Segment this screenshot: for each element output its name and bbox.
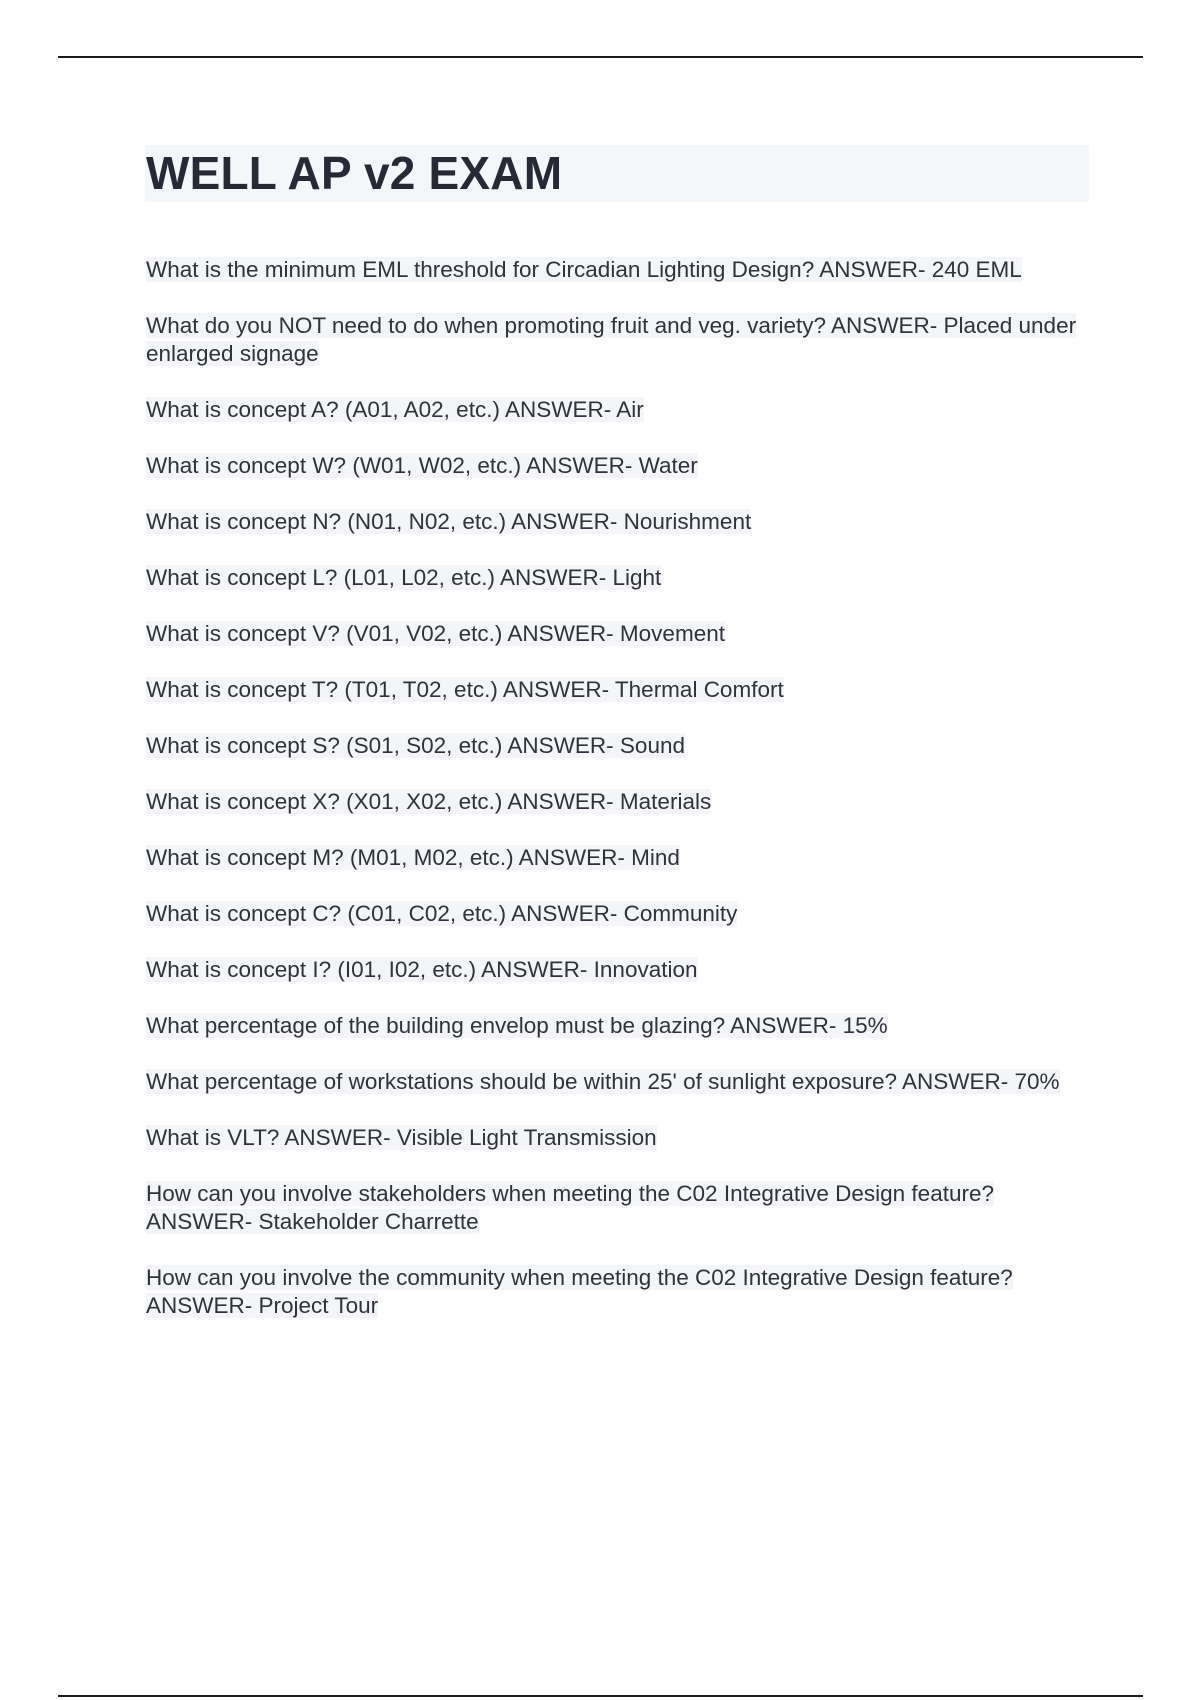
qa-text: What is concept V? (V01, V02, etc.) ANSWER- Movement <box>146 621 725 646</box>
qa-text: What is concept C? (C01, C02, etc.) ANSWER- Community <box>146 901 738 926</box>
qa-list <box>146 256 1086 1348</box>
qa-item <box>146 564 1086 592</box>
qa-item <box>146 1068 1086 1096</box>
qa-item <box>146 956 1086 984</box>
qa-text: What is concept A? (A01, A02, etc.) ANSWER- Air <box>146 397 644 422</box>
page-title: WELL AP v2 EXAM <box>146 147 563 199</box>
qa-item <box>146 900 1086 928</box>
qa-text: What is concept X? (X01, X02, etc.) ANSWER- Materials <box>146 789 712 814</box>
qa-text: How can you involve stakeholders when meeting the C02 Integrative Design feature? ANSWER- Stakeholder Charrette <box>146 1181 994 1234</box>
qa-item <box>146 620 1086 648</box>
qa-text: How can you involve the community when meeting the C02 Integrative Design feature? ANSWER- Project Tour <box>146 1265 1013 1318</box>
top-divider <box>58 56 1143 58</box>
qa-item <box>146 312 1086 368</box>
qa-item <box>146 508 1086 536</box>
qa-item <box>146 676 1086 704</box>
qa-item <box>146 396 1086 424</box>
qa-item <box>146 452 1086 480</box>
qa-item <box>146 1124 1086 1152</box>
qa-item <box>146 1180 1086 1236</box>
qa-item <box>146 788 1086 816</box>
qa-text: What percentage of workstations should be within 25' of sunlight exposure? ANSWER- 70% <box>146 1069 1060 1094</box>
qa-text: What is concept N? (N01, N02, etc.) ANSWER- Nourishment <box>146 509 752 534</box>
qa-item <box>146 256 1086 284</box>
qa-text: What is concept S? (S01, S02, etc.) ANSWER- Sound <box>146 733 685 758</box>
qa-text: What is VLT? ANSWER- Visible Light Transmission <box>146 1125 657 1150</box>
qa-text: What is concept L? (L01, L02, etc.) ANSWER- Light <box>146 565 662 590</box>
qa-text: What do you NOT need to do when promoting fruit and veg. variety? ANSWER- Placed under enlarged signage <box>146 313 1077 366</box>
qa-item <box>146 1264 1086 1320</box>
qa-item <box>146 732 1086 760</box>
qa-text: What percentage of the building envelop must be glazing? ANSWER- 15% <box>146 1013 888 1038</box>
qa-text: What is concept T? (T01, T02, etc.) ANSWER- Thermal Comfort <box>146 677 784 702</box>
qa-text: What is concept M? (M01, M02, etc.) ANSWER- Mind <box>146 845 680 870</box>
qa-item <box>146 844 1086 872</box>
qa-text: What is concept I? (I01, I02, etc.) ANSWER- Innovation <box>146 957 698 982</box>
qa-item <box>146 1012 1086 1040</box>
qa-text: What is concept W? (W01, W02, etc.) ANSWER- Water <box>146 453 698 478</box>
qa-text: What is the minimum EML threshold for Circadian Lighting Design? ANSWER- 240 EML <box>146 257 1022 282</box>
bottom-divider <box>58 1695 1143 1697</box>
